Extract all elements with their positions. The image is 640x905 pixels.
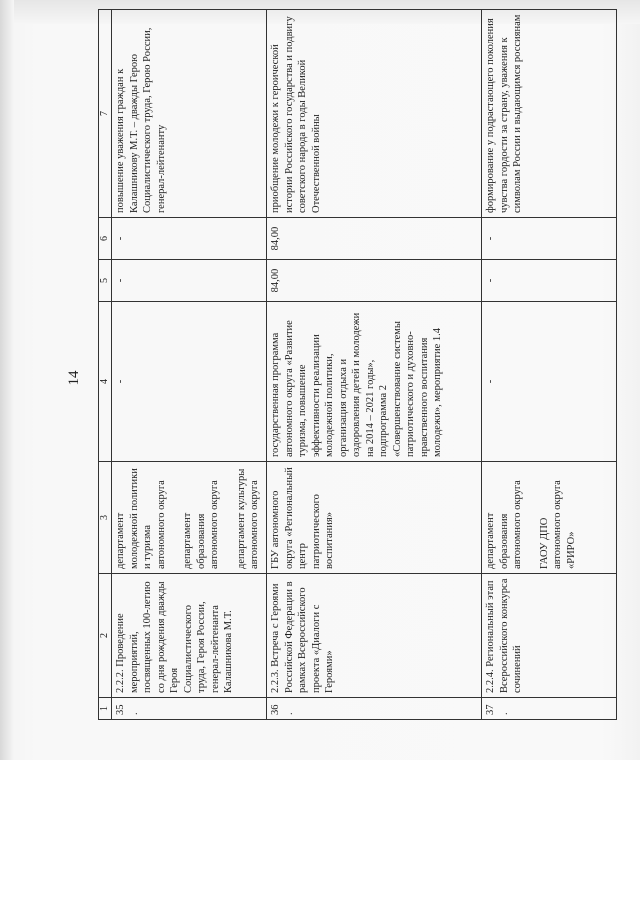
column-number-4: 4 bbox=[99, 302, 112, 462]
column-number-7: 7 bbox=[99, 10, 112, 218]
executors-cell bbox=[267, 462, 482, 574]
executors-cell bbox=[482, 462, 617, 574]
executor: ГБУ автономного округа «Региональный центр патриотического воспитания» bbox=[270, 467, 335, 569]
executor: ГАОУ ДПО автономного округа «РИРО» bbox=[538, 480, 577, 569]
funding-cell: - bbox=[482, 260, 617, 302]
funding-cell: - bbox=[112, 260, 267, 302]
column-number-1: 1 bbox=[99, 698, 112, 720]
funding-cell: - bbox=[112, 218, 267, 260]
table-row bbox=[267, 10, 482, 720]
program-cell: государственная программа автономного округа «Развитие туризма, повышение эффективности реализации молодежной политики, организация отдыха и оздоровления детей и молодежи на 2014 – 2021 годы», подпрограмма 2 «Совершенствование системы патриотического и духовно-нравственного воспитания молодежи», мероприятие 1.4 bbox=[267, 302, 482, 462]
page-number: 14 bbox=[66, 370, 82, 386]
executor: департамент образования автономного округа bbox=[182, 480, 220, 569]
column-number-6: 6 bbox=[99, 218, 112, 260]
funding-cell: 84,00 bbox=[267, 218, 482, 260]
row-number: 36. bbox=[267, 698, 482, 720]
executors-cell bbox=[112, 462, 267, 574]
program-cell: - bbox=[112, 302, 267, 462]
table-row bbox=[112, 10, 267, 720]
result-cell: приобщение молодежи к героической истории Российского государства и подвигу советского народа в годы Великой Отечественной войны bbox=[267, 10, 482, 218]
event-name: 2.2.4. Региональный этап Всероссийского конкурса сочинений bbox=[482, 574, 617, 698]
events-table bbox=[98, 9, 617, 720]
column-number-5: 5 bbox=[99, 260, 112, 302]
program-cell: - bbox=[482, 302, 617, 462]
event-name: 2.2.2. Проведение мероприятий, посвященных 100-летию со дня рождения дважды Героя Социалистического труда, Героя России, генерал-лейтенанта Калашникова М.Т. bbox=[112, 574, 267, 698]
rotated-table-container bbox=[98, 10, 636, 720]
result-cell: повышение уважения граждан к Калашникову М.Т. – дважды Герою Социалистического труда, Герою России, генерал-лейтенанту bbox=[112, 10, 267, 218]
header-row bbox=[99, 10, 112, 720]
funding-cell: 84,00 bbox=[267, 260, 482, 302]
event-name: 2.2.3. Встреча с Героями Российской Федерации в рамках Всероссийского проекта «Диалоги с Героями» bbox=[267, 574, 482, 698]
result-cell: формирование у подрастающего поколения чувства гордости за страну, уважения к символам России и выдающимся россиянам bbox=[482, 10, 617, 218]
executor: департамент молодежной политики и туризма автономного округа bbox=[115, 468, 167, 569]
scan-left-edge bbox=[0, 0, 14, 760]
column-number-2: 2 bbox=[99, 574, 112, 698]
funding-cell: - bbox=[482, 218, 617, 260]
executor: департамент культуры автономного округа bbox=[235, 468, 260, 569]
executor: департамент образования автономного округа bbox=[485, 480, 523, 569]
row-number: 35. bbox=[112, 698, 267, 720]
row-number: 37. bbox=[482, 698, 617, 720]
column-number-3: 3 bbox=[99, 462, 112, 574]
table-row bbox=[482, 10, 617, 720]
